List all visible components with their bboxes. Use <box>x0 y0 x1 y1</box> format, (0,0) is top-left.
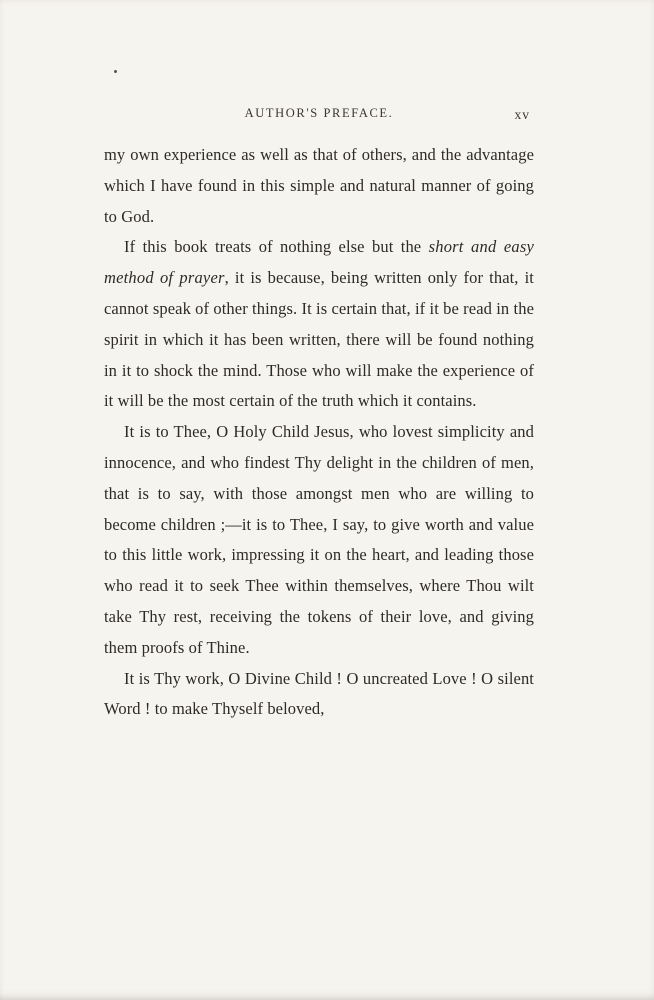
italic-text-run: short and easy method of prayer <box>104 237 534 288</box>
page-title: AUTHOR'S PREFACE. <box>244 106 394 120</box>
page-number: xv <box>514 107 530 122</box>
paragraph <box>104 664 534 726</box>
text-block <box>104 140 534 725</box>
text-run: If this book treats of nothing else but the <box>124 237 429 257</box>
text-run: It is to Thee, O Holy Child Jesus, who lovest simplicity and innocence, and who findest Thy delight in the children of men, that is to say, with those amongst men who are willing to become children ;—it is to Thee, I say, to give worth and value to this little work, impressing it on the heart, and leading those who read it to seek Thee within themselves, where Thou wilt take Thy rest, receiving the tokens of their love, and giving them proofs of Thine. <box>104 422 534 657</box>
ink-speck <box>114 70 117 73</box>
running-head <box>104 106 534 126</box>
paragraph <box>104 140 534 232</box>
text-run: It is Thy work, O Divine Child ! O uncreated Love ! O silent Word ! to make Thyself beloved, <box>104 668 534 719</box>
text-run: , it is because, being written only for that, it cannot speak of other things. It is certain that, if it be read in the spirit in which it has been written, there will be found nothing in it to shock the mind. Those who will make the experience of it will be the most certain of the truth which it contains. <box>104 268 534 411</box>
paragraph <box>104 232 534 417</box>
paragraph <box>104 417 534 663</box>
text-run: my own experience as well as that of others, and the advantage which I have found in this simple and natural manner of going to God. <box>104 145 534 226</box>
